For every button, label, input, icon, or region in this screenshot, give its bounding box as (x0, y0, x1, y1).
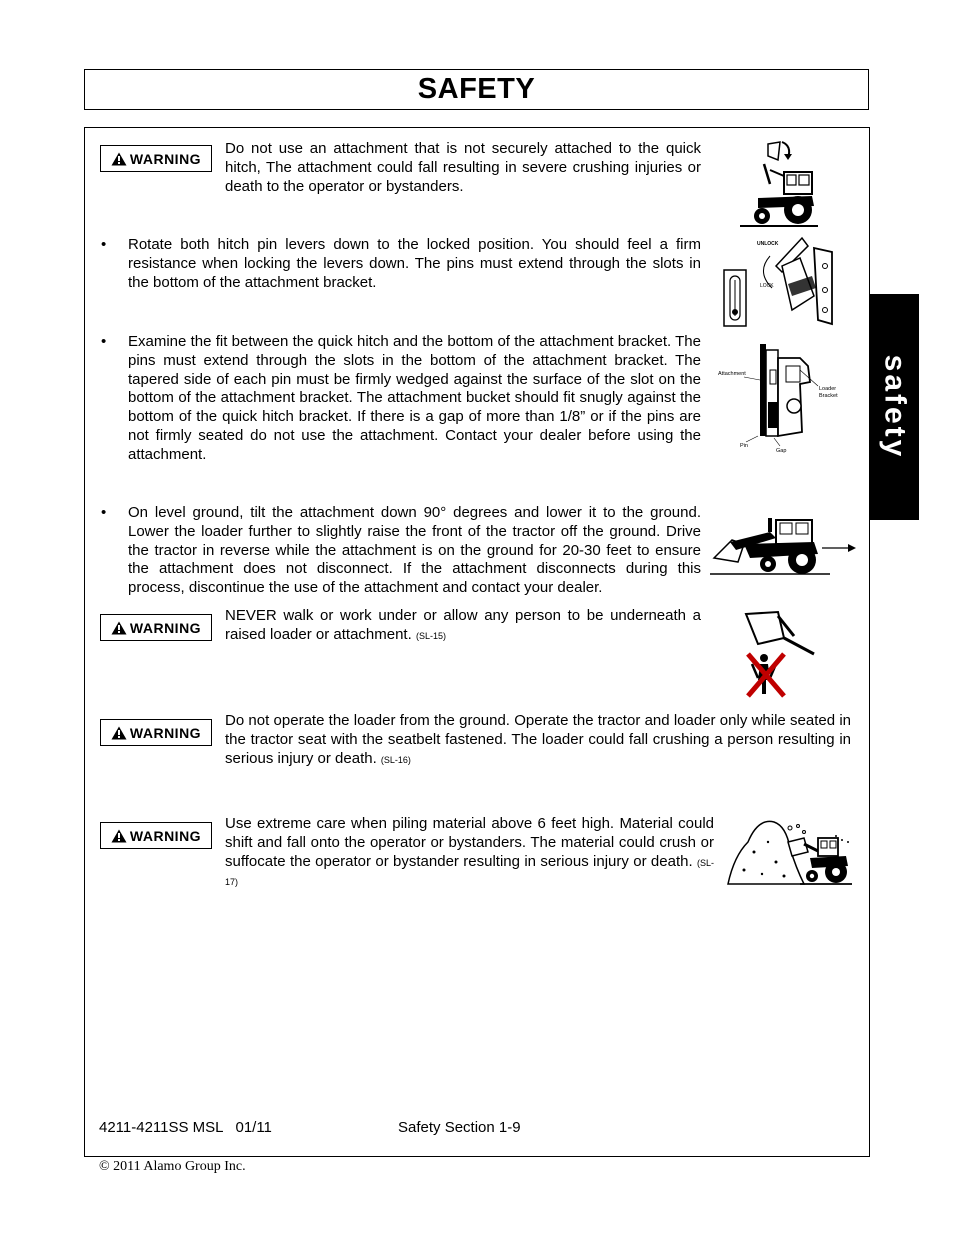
warning-triangle-icon (111, 621, 127, 635)
unlock-label: UNLOCK (757, 241, 779, 247)
warning-triangle-icon (111, 829, 127, 843)
bullet-marker: • (101, 236, 107, 253)
warning-text-3-body: Do not operate the loader from the ground. Operate the tractor and loader only while seated in the tractor seat with the seatbelt fastened. The loader could fall crushing a person resulting in serious injury or death. (225, 712, 851, 767)
warning-label: WARNING (129, 619, 202, 636)
bullet-marker: • (101, 333, 107, 350)
bullet-text-3: On level ground, tilt the attachment down 90° degrees and lower it to the ground. Lower the loader further to slightly raise the front of the tractor off the ground. Drive the tractor in reverse while the attachment is on the ground for 20-30 feet to ensure the attachment does not disconnect. If the attachment disconnects during this process, discontinue the use of the attachment and contact your dealer. (128, 504, 701, 597)
tractor-falling-attachment-figure (738, 138, 820, 230)
warning-label: WARNING (129, 827, 202, 844)
warning-badge (100, 614, 212, 641)
safety-label-code: (SL-15) (415, 630, 446, 641)
bracket-label: Bracket (819, 393, 838, 399)
warning-text-2 (225, 607, 701, 646)
bullet-text-1: Rotate both hitch pin levers down to the locked position. You should feel a firm resistance when locking the levers down. The pins must extend through the slots in the bottom of the attachment bracket. (128, 236, 701, 291)
warning-badge (100, 822, 212, 849)
warning-badge (100, 719, 212, 746)
warning-badge (100, 145, 212, 172)
bullet-marker: • (101, 504, 107, 521)
warning-triangle-icon (111, 726, 127, 740)
attachment-label: Attachment (718, 371, 746, 377)
safety-label-code: (SL-16) (380, 754, 411, 765)
warning-triangle-icon (111, 152, 127, 166)
side-tab-label: safety (878, 354, 911, 460)
warning-text-1: Do not use an attachment that is not securely attached to the quick hitch, The attachment could fall resulting in severe crushing injuries or death to the operator or bystanders. (225, 140, 701, 195)
hitch-lever-figure (722, 236, 838, 328)
warning-text-4 (225, 815, 714, 892)
loader-label: Loader (819, 386, 837, 392)
footer-model-number: 4211-4211SS MSL 01/11 (99, 1119, 272, 1136)
warning-label: WARNING (129, 150, 202, 167)
attachment-bracket-figure (716, 340, 848, 458)
lock-label: LOCK (760, 283, 774, 289)
page-header (84, 69, 869, 110)
warning-label: WARNING (129, 724, 202, 741)
page-title: SAFETY (417, 73, 536, 105)
warning-text-4-body: Use extreme care when piling material above 6 feet high. Material could shift and fall onto the operator or bystanders. The material could crush or suffocate the operator or bystander resulting in serious injury or death. (225, 815, 714, 870)
warning-text-3 (225, 712, 851, 769)
footer-page-number: Safety Section 1-9 (398, 1119, 521, 1136)
pin-label: Pin (740, 443, 748, 449)
tractor-reverse-test-figure (710, 514, 858, 578)
warning-text-2-body: NEVER walk or work under or allow any person to be underneath a raised loader or attachment. (225, 607, 701, 643)
bullet-text-2: Examine the fit between the quick hitch and the bottom of the attachment bracket. The pins must extend through the slots in the bottom of the attachment bracket. The tapered side of each pin must be firmly wedged against the surface of the slot on the bottom of the attachment bracket. The attachment bucket should fit snugly against the bottom of the quick hitch bracket. If there is a gap of more than 1/8” or if the pins are not firmly seated do not use the attachment. Contact your dealer before using the attachment. (128, 333, 701, 463)
material-pile-figure (724, 812, 854, 888)
gap-label: Gap (776, 448, 787, 454)
section-side-tab (869, 294, 919, 520)
copyright-notice: © 2011 Alamo Group Inc. (99, 1159, 246, 1174)
person-under-loader-figure (738, 608, 818, 698)
safety-label-code: (SL-17) (225, 857, 714, 888)
